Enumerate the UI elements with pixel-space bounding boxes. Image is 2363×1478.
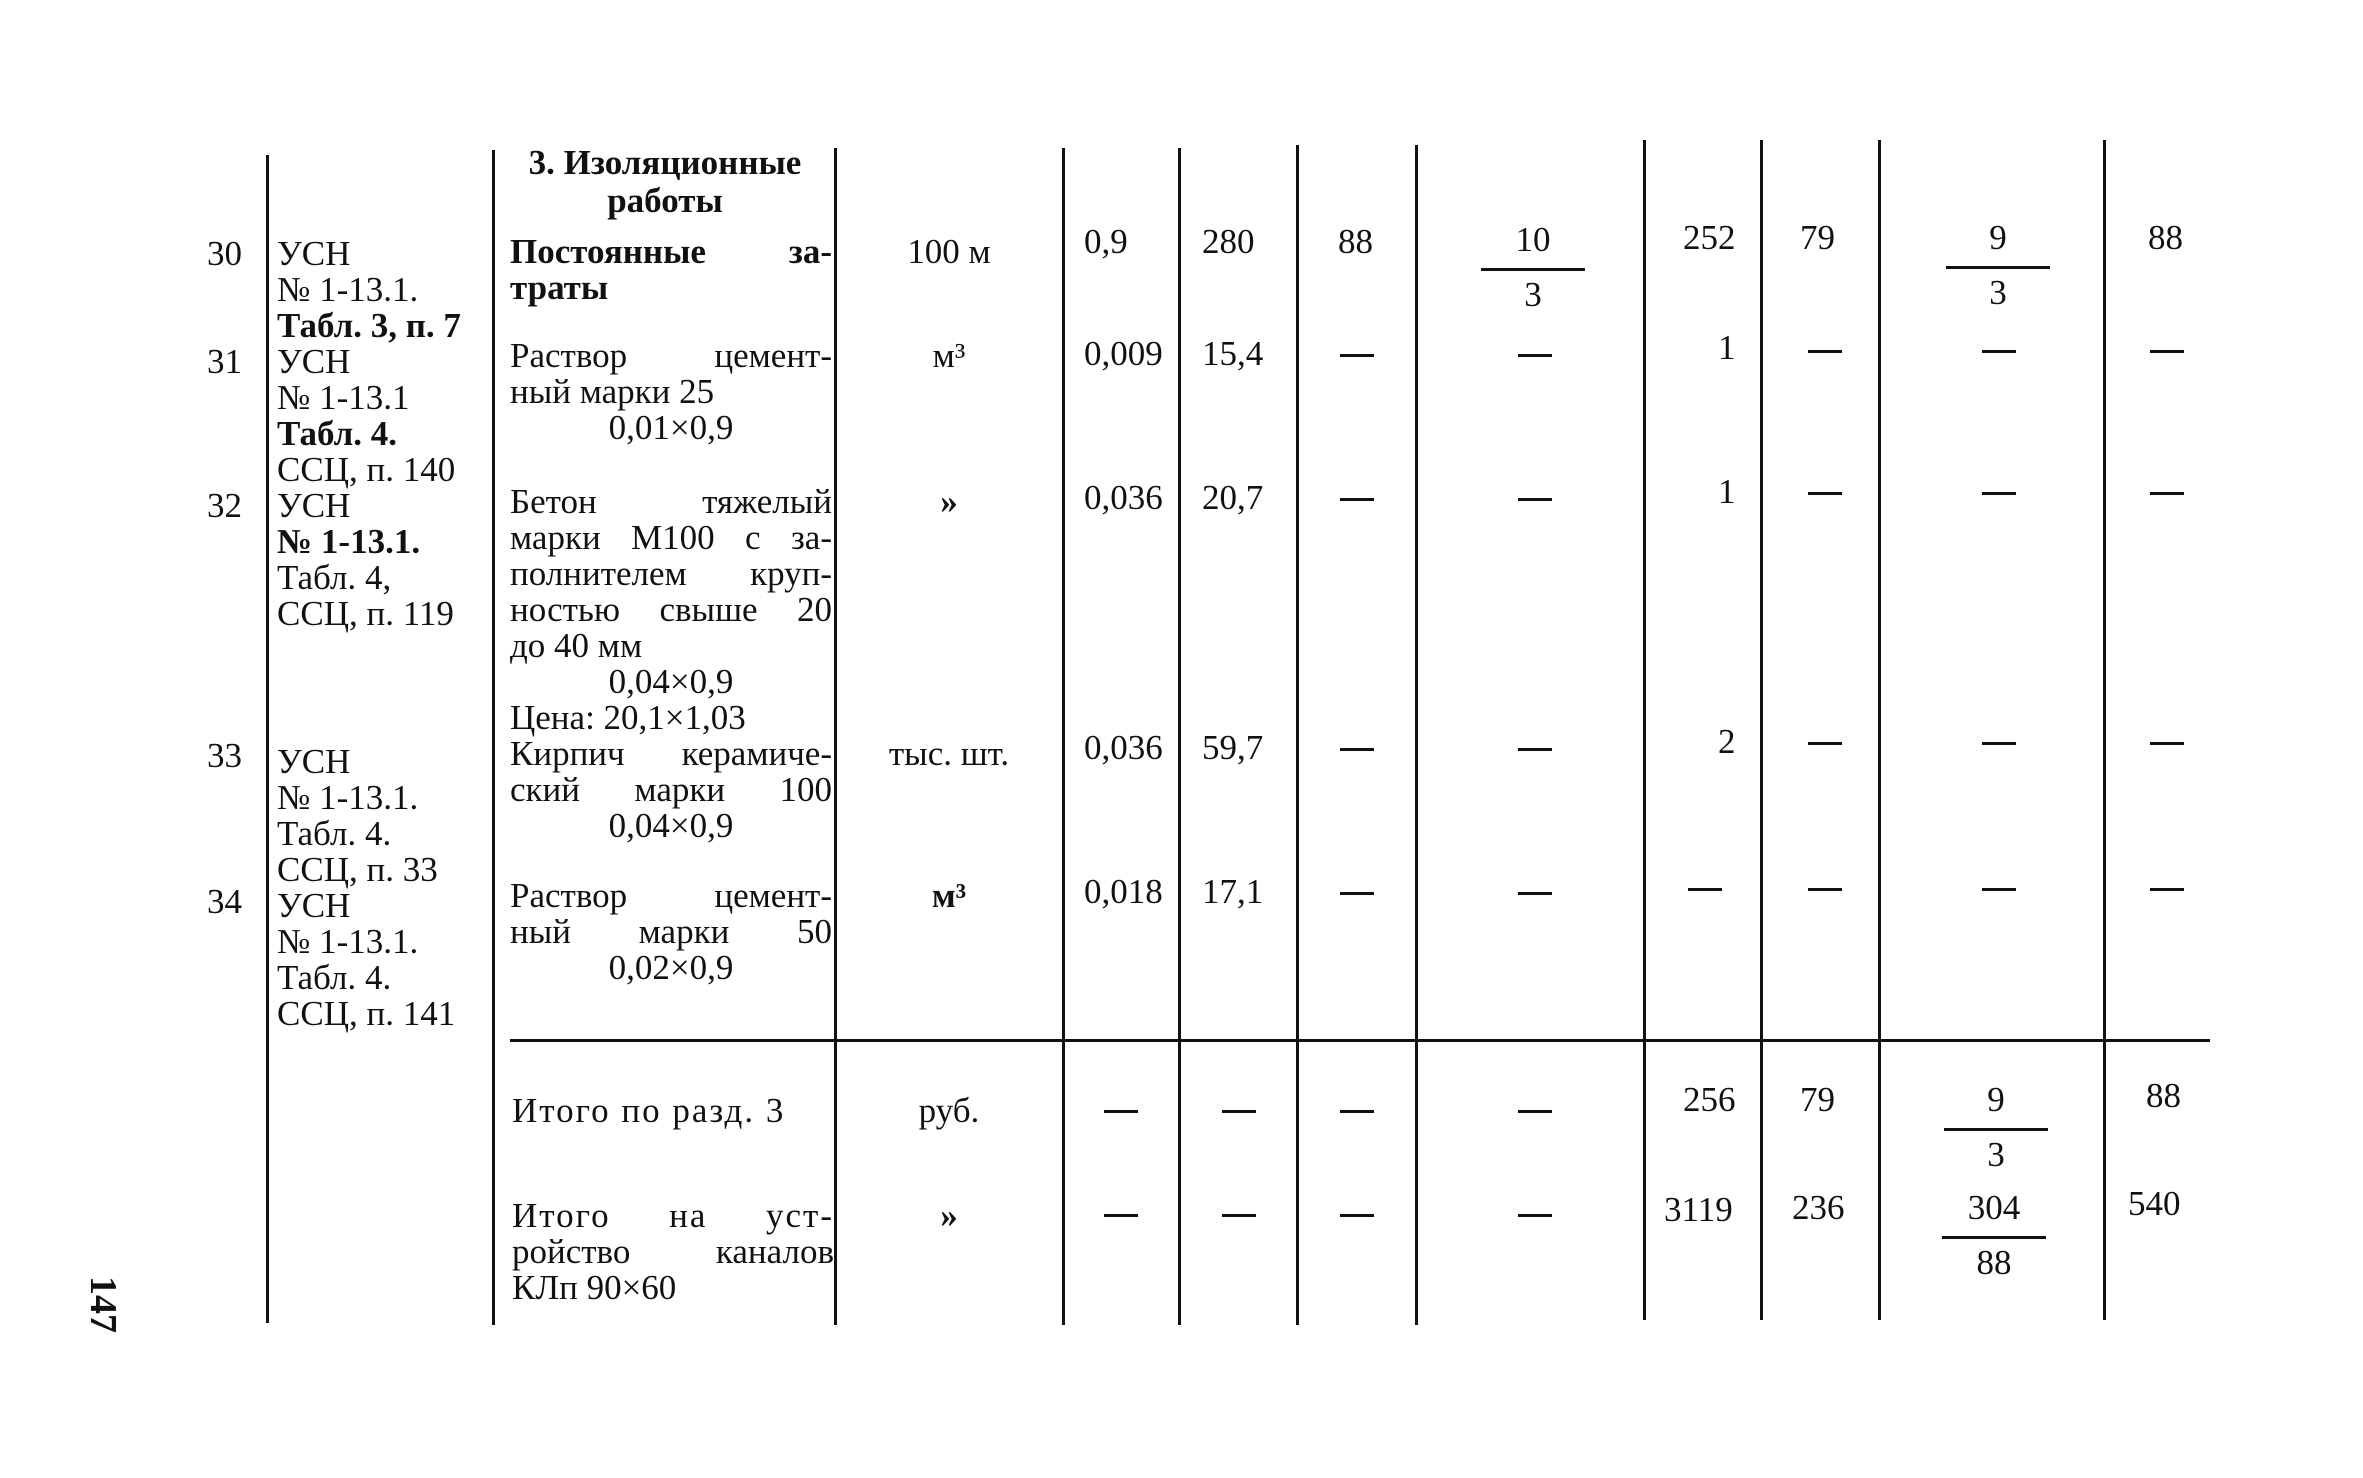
row-reference: УСН № 1-13.1. Табл. 4. ССЦ, п. 33	[277, 742, 438, 889]
empty-dash	[1340, 1214, 1374, 1217]
empty-dash	[1518, 498, 1552, 501]
empty-dash	[1340, 748, 1374, 751]
empty-dash	[1518, 748, 1552, 751]
row-number: 30	[207, 234, 242, 273]
empty-dash	[1340, 498, 1374, 501]
row-col1: 280	[1202, 222, 1255, 261]
row-col4: 1	[1718, 328, 1736, 367]
empty-dash	[1982, 350, 2016, 353]
total-unit: руб.	[918, 1091, 980, 1130]
row-unit: »	[940, 482, 958, 521]
row-number: 31	[207, 342, 242, 381]
total-unit: »	[940, 1196, 958, 1235]
empty-dash	[1222, 1214, 1256, 1217]
column-line	[1760, 140, 1763, 1320]
empty-dash	[1518, 1214, 1552, 1217]
row-col2: 88	[1338, 222, 1373, 261]
row-reference: УСН № 1-13.1. Табл. 4, ССЦ, п. 119	[277, 486, 454, 633]
empty-dash	[1518, 354, 1552, 357]
row-number: 33	[207, 736, 242, 775]
row-description: Постоянные за- траты	[510, 232, 832, 307]
row-quantity: 0,036	[1084, 728, 1163, 767]
row-unit: м³	[931, 876, 967, 915]
empty-dash	[2150, 888, 2184, 891]
column-line	[1415, 145, 1418, 1325]
empty-dash	[1340, 1110, 1374, 1113]
row-quantity: 0,9	[1084, 222, 1128, 261]
empty-dash	[1982, 888, 2016, 891]
total-label: Итого по разд. 3	[512, 1091, 786, 1130]
row-col6-fraction: 9 3	[1938, 220, 2058, 311]
total-col6-fraction: 9 3	[1936, 1082, 2056, 1173]
section-title: 3. Изоляционные работы	[528, 143, 802, 220]
empty-dash	[1340, 892, 1374, 895]
total-col7: 88	[2146, 1076, 2181, 1115]
row-reference: УСН № 1-13.1. Табл. 4. ССЦ, п. 141	[277, 886, 456, 1033]
empty-dash	[1808, 742, 1842, 745]
row-quantity: 0,018	[1084, 872, 1163, 911]
row-number: 34	[207, 882, 242, 921]
column-line	[1878, 140, 1881, 1320]
row-description: Бетон тяжелый марки М100 с за- полнителем круп- ностью свыше 20 до 40 мм 0,04×0,9 Цена: 20,1×1,03	[510, 482, 832, 737]
column-line	[492, 150, 495, 1325]
total-col4: 256	[1683, 1080, 1736, 1119]
total-label: Итого на уст- ройство каналов КЛп 90×60	[512, 1196, 834, 1307]
total-separator-line	[510, 1039, 2210, 1042]
row-reference: УСН № 1-13.1 Табл. 4. ССЦ, п. 140	[277, 342, 456, 489]
row-col4: 2	[1718, 722, 1736, 761]
total-col6-fraction: 304 88	[1934, 1190, 2054, 1281]
column-line	[1178, 148, 1181, 1325]
row-quantity: 0,036	[1084, 478, 1163, 517]
column-line	[1296, 145, 1299, 1325]
empty-dash	[1982, 492, 2016, 495]
empty-dash	[2150, 742, 2184, 745]
empty-dash	[1982, 742, 2016, 745]
empty-dash	[1688, 888, 1722, 891]
row-col1: 59,7	[1202, 728, 1264, 767]
row-unit: 100 м	[907, 232, 991, 271]
total-col5: 236	[1792, 1188, 1845, 1227]
empty-dash	[1104, 1214, 1138, 1217]
row-col7: 88	[2148, 218, 2183, 257]
column-line	[1062, 148, 1065, 1325]
empty-dash	[1808, 888, 1842, 891]
row-col1: 17,1	[1202, 872, 1264, 911]
column-line	[1643, 140, 1646, 1320]
total-col7: 540	[2128, 1184, 2181, 1223]
row-unit: тыс. шт.	[888, 734, 1010, 773]
row-description: Раствор цемент- ный марки 25 0,01×0,9	[510, 336, 832, 447]
empty-dash	[1808, 350, 1842, 353]
empty-dash	[1104, 1110, 1138, 1113]
total-col4: 3119	[1664, 1190, 1733, 1229]
row-col3-fraction: 10 3	[1473, 222, 1593, 313]
empty-dash	[1518, 892, 1552, 895]
row-quantity: 0,009	[1084, 334, 1163, 373]
row-unit: м³	[932, 336, 966, 375]
row-col4: 1	[1718, 472, 1736, 511]
total-col5: 79	[1800, 1080, 1835, 1119]
row-col4: 252	[1683, 218, 1736, 257]
empty-dash	[1518, 1110, 1552, 1113]
row-description: Раствор цемент- ный марки 50 0,02×0,9	[510, 876, 832, 987]
row-col1: 15,4	[1202, 334, 1264, 373]
empty-dash	[1222, 1110, 1256, 1113]
page-number: 147	[82, 1276, 124, 1333]
row-description: Кирпич керамиче- ский марки 100 0,04×0,9	[510, 734, 832, 845]
empty-dash	[1808, 492, 1842, 495]
column-line	[2103, 140, 2106, 1320]
row-reference: УСН № 1-13.1. Табл. 3, п. 7	[277, 234, 461, 345]
empty-dash	[2150, 492, 2184, 495]
row-col1: 20,7	[1202, 478, 1264, 517]
empty-dash	[1340, 354, 1374, 357]
column-line	[834, 148, 837, 1325]
empty-dash	[2150, 350, 2184, 353]
row-col5: 79	[1800, 218, 1835, 257]
column-line	[266, 155, 269, 1323]
row-number: 32	[207, 486, 242, 525]
